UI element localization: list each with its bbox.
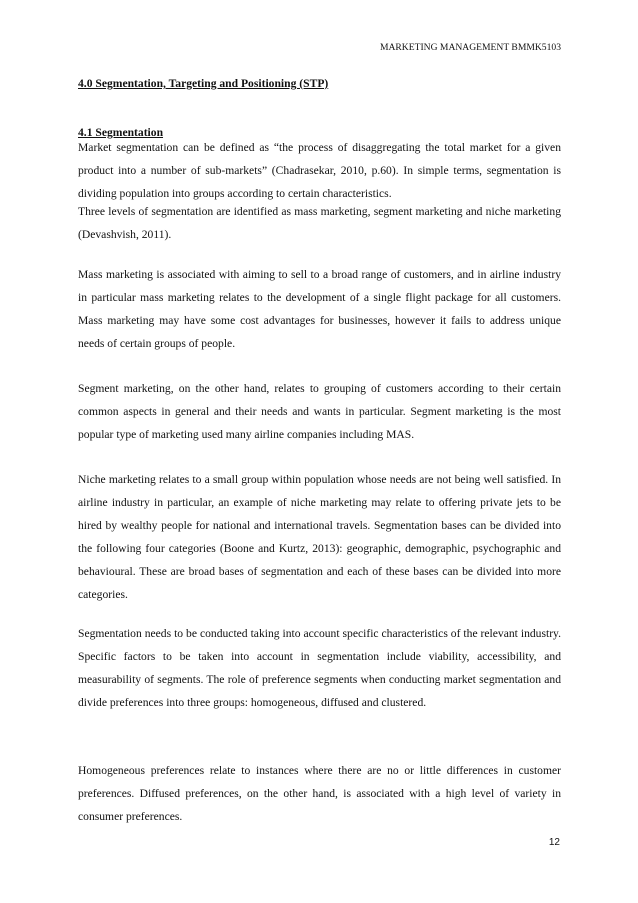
paragraph-mass-marketing-wrap <box>78 263 561 355</box>
segmentation-block-1 <box>78 125 561 246</box>
paragraph-mass-marketing: Mass marketing is associated with aiming to sell to a broad range of customers, and in airline industry in particular mass marketing relates to the development of a single flight package for all customers. Mass marketing may have some cost advantages for businesses, however it fails to address unique needs of certain groups of people. <box>78 268 561 351</box>
paragraph-segment-marketing: Segment marketing, on the other hand, relates to grouping of customers according to their certain common aspects in general and their needs and wants in particular. Segment marketing is the most popular type of marketing used many airline companies including MAS. <box>78 382 561 442</box>
paragraph-niche-marketing-wrap <box>78 468 561 607</box>
paragraph-segmentation-factors: Segmentation needs to be conducted taking into account specific characteristics of the relevant industry. Specific factors to be taken into account in segmentation include viability, accessibility, and measurability of segments. The role of preference segments when conducting market segmentation and divide preferences into three groups: homogeneous, diffused and clustered. <box>78 627 561 710</box>
section-heading: 4.0 Segmentation, Targeting and Positioning (STP) <box>78 77 329 90</box>
paragraph-preferences-wrap <box>78 759 561 828</box>
paragraph-niche-marketing: Niche marketing relates to a small group within population whose needs are not being well satisfied. In airline industry in particular, an example of niche marketing may relate to offering private jets to be hired by wealthy people for national and international travels. Segmentation bases can be divided into the following four categories (Boone and Kurtz, 2013): geographic, demographic, psychographic and behavioural. These are broad bases of segmentation and each of these bases can be divided into more categories. <box>78 473 561 602</box>
paragraph-segmentation-factors-wrap <box>78 622 561 714</box>
paragraph-definition: Market segmentation can be defined as “the process of disaggregating the total market for a given product into a number of sub-markets” (Chadrasekar, 2010, p.60). In simple terms, segmentation is dividing population into groups according to certain characteristics. <box>78 141 561 201</box>
page-number: 12 <box>548 837 560 848</box>
subsection-heading: 4.1 Segmentation <box>78 126 164 139</box>
paragraph-segment-marketing-wrap <box>78 377 561 446</box>
paragraph-levels: Three levels of segmentation are identified as mass marketing, segment marketing and niche marketing (Devashvish, 2011). <box>78 205 561 242</box>
paragraph-preferences: Homogeneous preferences relate to instances where there are no or little differences in customer preferences. Diffused preferences, on the other hand, is associated with a high level of variety in consumer preferences. <box>78 764 561 824</box>
running-header: MARKETING MANAGEMENT BMMK5103 <box>379 42 561 53</box>
